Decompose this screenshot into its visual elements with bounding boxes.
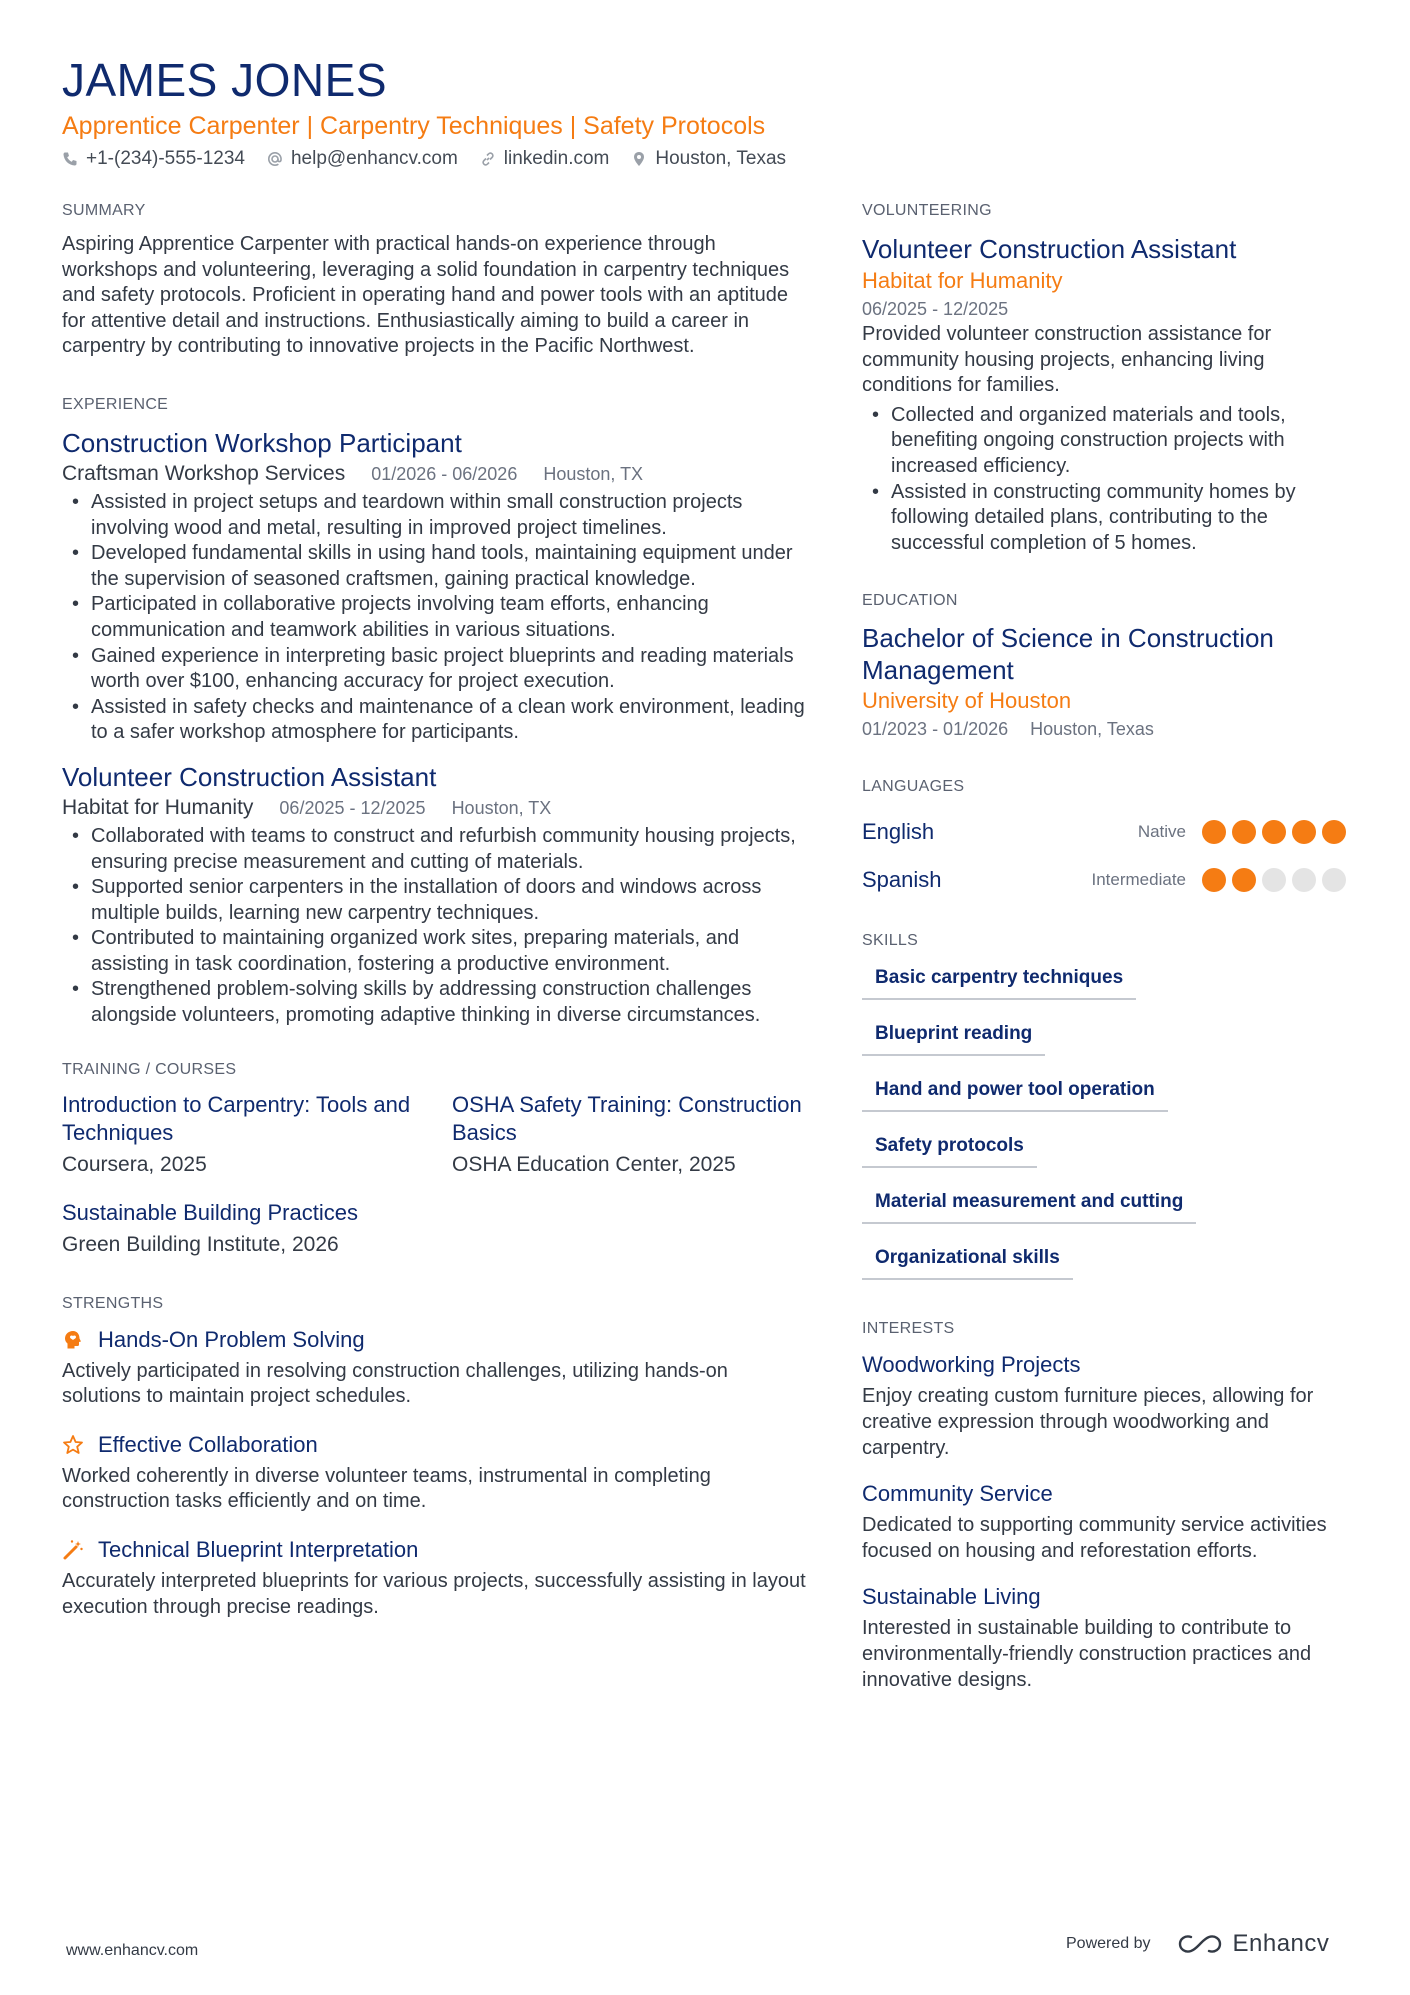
course-title: Introduction to Carpentry: Tools and Techniques	[62, 1091, 411, 1145]
job-bullets	[62, 490, 807, 746]
resume-header	[62, 52, 1352, 170]
strength-item	[62, 1325, 807, 1410]
school-name: University of Houston	[862, 688, 1072, 714]
volunteering-heading: VOLUNTEERING	[862, 202, 992, 219]
interest-item	[862, 1479, 1352, 1564]
bullet-item: • Contributed to maintaining organized work sites, preparing materials, and assisting in task coordination, fostering a productive environment.	[62, 926, 807, 977]
footer-website[interactable]: www.enhancv.com	[66, 1942, 199, 1959]
brain-icon	[62, 1329, 84, 1351]
courses-grid	[62, 1091, 807, 1259]
strength-head	[62, 1325, 807, 1355]
phone-text: +1-(234)-555-1234	[86, 148, 245, 169]
skill-row	[862, 1018, 1352, 1056]
interest-title: Community Service	[862, 1481, 1053, 1507]
strength-title: Effective Collaboration	[98, 1431, 318, 1457]
rating-dot	[1232, 820, 1256, 844]
summary-section	[62, 200, 807, 360]
interests-section	[862, 1318, 1352, 1693]
course-provider: Green Building Institute, 2026	[62, 1232, 339, 1256]
star-icon	[62, 1434, 84, 1456]
job-company: Craftsman Workshop Services	[62, 461, 346, 485]
summary-heading: SUMMARY	[62, 202, 146, 219]
interest-item	[862, 1350, 1352, 1461]
bullet-item: • Strengthened problem-solving skills by addressing construction challenges alongside volunteers, promoting adaptive thinking in diverse circumstances.	[62, 977, 807, 1028]
rating-dot	[1292, 868, 1316, 892]
skill-row	[862, 962, 1352, 1000]
job-title: Construction Workshop Participant	[62, 427, 462, 458]
course-title: OSHA Safety Training: Construction Basics	[452, 1091, 802, 1145]
skill-row	[862, 1186, 1352, 1224]
job-location: Houston, TX	[543, 463, 644, 484]
bullet-item: • Assisted in constructing community homes by following detailed plans, contributing to the successful completion of 5 homes.	[862, 480, 1352, 557]
contact-phone[interactable]	[62, 148, 245, 170]
contact-bar	[62, 148, 1352, 170]
email-text: help@enhancv.com	[290, 148, 458, 169]
strengths-heading: STRENGTHS	[62, 1294, 164, 1312]
job-location: Houston, TX	[451, 797, 552, 818]
at-icon	[267, 151, 283, 167]
training-heading: TRAINING / COURSES	[62, 1060, 237, 1078]
interest-description: Enjoy creating custom furniture pieces, allowing for creative expression through woodworking and carpentry.	[862, 1385, 1314, 1459]
job-date: 06/2025 - 12/2025	[279, 797, 426, 818]
enhancv-logo-icon	[1177, 1932, 1223, 1956]
right-column	[862, 200, 1352, 1727]
language-item	[862, 808, 1352, 856]
experience-item	[62, 760, 807, 1029]
bullet-item: • Gained experience in interpreting basic project blueprints and reading materials worth over $100, enhancing accuracy for project execution.	[62, 644, 807, 695]
skill-tag: Basic carpentry techniques	[862, 962, 1136, 1000]
left-column	[62, 200, 807, 1654]
job-title: Volunteer Construction Assistant	[62, 761, 437, 792]
interest-item	[862, 1582, 1352, 1693]
bullet-item: • Assisted in project setups and teardown within small construction projects involving wood and metal, resulting in improved project timelines.	[62, 490, 807, 541]
experience-heading: EXPERIENCE	[62, 395, 169, 413]
strength-description: Actively participated in resolving construction challenges, utilizing hands-on solutions to maintain project schedules.	[62, 1359, 728, 1408]
rating-dot	[1202, 868, 1226, 892]
strength-description: Worked coherently in diverse volunteer teams, instrumental in completing construction tasks efficiently and on time.	[62, 1464, 711, 1513]
bullet-item: • Developed fundamental skills in using hand tools, maintaining equipment under the supervision of seasoned craftsmen, gaining practical knowledge.	[62, 541, 807, 592]
volunteer-date: 06/2025 - 12/2025	[862, 299, 1009, 319]
degree-title: Bachelor of Science in Construction Management	[862, 623, 1274, 686]
link-icon	[480, 151, 496, 167]
interest-description: Dedicated to supporting community service activities focused on housing and reforestation efforts.	[862, 1514, 1327, 1562]
volunteer-org: Habitat for Humanity	[862, 268, 1063, 293]
education-date: 01/2023 - 01/2026	[862, 719, 1009, 740]
bullet-item: • Assisted in safety checks and maintenance of a clean work environment, leading to a safer workshop atmosphere for participants.	[62, 695, 807, 746]
rating-dot	[1232, 868, 1256, 892]
strength-head	[62, 1430, 807, 1460]
strength-item	[62, 1430, 807, 1515]
skill-row	[862, 1130, 1352, 1168]
experience-item	[62, 426, 807, 746]
language-rating	[1202, 820, 1352, 844]
phone-icon	[62, 151, 78, 167]
rating-dot	[1322, 820, 1346, 844]
education-heading: EDUCATION	[862, 592, 958, 610]
skill-tag: Safety protocols	[862, 1130, 1037, 1168]
strengths-section	[62, 1293, 807, 1621]
skill-row	[862, 1074, 1352, 1112]
volunteer-description: Provided volunteer construction assistance for community housing projects, enhancing living conditions for families.	[862, 323, 1272, 397]
rating-dot	[1292, 820, 1316, 844]
strength-description: Accurately interpreted blueprints for various projects, successfully assisting in layout execution through precise readings.	[62, 1570, 806, 1618]
magic-wand-icon	[62, 1539, 84, 1561]
skill-tag: Material measurement and cutting	[862, 1186, 1196, 1224]
volunteer-role: Volunteer Construction Assistant	[862, 234, 1237, 264]
language-name: English	[862, 819, 935, 845]
language-level: Intermediate	[1091, 870, 1186, 890]
experience-section	[62, 394, 807, 1029]
skill-tag: Organizational skills	[862, 1242, 1073, 1280]
bullet-item: • Participated in collaborative projects involving team efforts, enhancing communication and teamwork abilities in various situations.	[62, 592, 807, 643]
course-provider: OSHA Education Center, 2025	[452, 1152, 736, 1176]
strength-head	[62, 1535, 807, 1565]
education-meta	[862, 716, 1352, 742]
language-item	[862, 856, 1352, 904]
skill-tag: Blueprint reading	[862, 1018, 1045, 1056]
rating-dot	[1262, 868, 1286, 892]
languages-heading: LANGUAGES	[862, 778, 965, 796]
language-rating	[1202, 868, 1352, 892]
skill-tag: Hand and power tool operation	[862, 1074, 1168, 1112]
strength-item	[62, 1535, 807, 1620]
linkedin-text: linkedin.com	[503, 148, 610, 169]
candidate-tagline: Apprentice Carpenter | Carpentry Techniques | Safety Protocols	[62, 112, 766, 140]
brand-name: Enhancv	[1232, 1930, 1330, 1957]
brand-logo[interactable]	[1177, 1930, 1330, 1958]
training-section	[62, 1059, 807, 1259]
skill-row	[862, 1242, 1352, 1280]
job-date: 01/2026 - 06/2026	[371, 463, 518, 484]
rating-dot	[1322, 868, 1346, 892]
volunteer-bullets	[862, 403, 1352, 557]
course-item	[62, 1199, 452, 1259]
language-level: Native	[1137, 822, 1186, 842]
interest-title: Sustainable Living	[862, 1584, 1041, 1610]
job-bullets	[62, 824, 807, 1029]
location-pin-icon	[631, 151, 647, 167]
job-company: Habitat for Humanity	[62, 795, 254, 819]
candidate-name: JAMES JONES	[62, 54, 388, 106]
course-item	[62, 1091, 452, 1179]
contact-email[interactable]	[267, 148, 458, 170]
job-meta	[62, 794, 807, 822]
rating-dot	[1262, 820, 1286, 844]
rating-dot	[1202, 820, 1226, 844]
course-provider: Coursera, 2025	[62, 1152, 207, 1176]
contact-location	[631, 148, 786, 170]
course-item	[452, 1091, 807, 1179]
bullet-item: • Supported senior carpenters in the installation of doors and windows across multiple builds, learning new carpentry techniques.	[62, 875, 807, 926]
education-location: Houston, Texas	[1030, 719, 1154, 740]
skills-heading: SKILLS	[862, 932, 919, 950]
interest-description: Interested in sustainable building to contribute to environmentally-friendly construction practices and innovative designs.	[862, 1617, 1312, 1691]
skills-section	[862, 930, 1352, 1280]
powered-by-label: Powered by	[1066, 1935, 1151, 1952]
course-title: Sustainable Building Practices	[62, 1199, 358, 1225]
strength-title: Hands-On Problem Solving	[98, 1326, 365, 1352]
interests-heading: INTERESTS	[862, 1320, 955, 1338]
bullet-item: • Collected and organized materials and tools, benefiting ongoing construction projects with increased efficiency.	[862, 403, 1352, 480]
summary-text: Aspiring Apprentice Carpenter with practical hands-on experience through workshops and volunteering, leveraging a solid foundation in carpentry techniques and safety protocols. Proficient in operating hand and power tools with an aptitude for attentive detail and instructions. Enthusiastically aiming to build a career in carpentry by contributing to innovative projects in the Pacific Northwest.	[62, 233, 790, 358]
bullet-item: • Collaborated with teams to construct and refurbish community housing projects, ensuring precise measurement and cutting of materials.	[62, 824, 807, 875]
languages-section	[862, 776, 1352, 904]
language-name: Spanish	[862, 867, 942, 893]
education-section	[862, 590, 1352, 742]
interest-title: Woodworking Projects	[862, 1352, 1081, 1378]
location-text: Houston, Texas	[655, 148, 787, 169]
volunteering-section	[862, 200, 1352, 556]
strength-title: Technical Blueprint Interpretation	[98, 1537, 419, 1563]
contact-linkedin[interactable]	[480, 148, 610, 170]
footer-branding	[1066, 1930, 1329, 1958]
job-meta	[62, 460, 807, 488]
